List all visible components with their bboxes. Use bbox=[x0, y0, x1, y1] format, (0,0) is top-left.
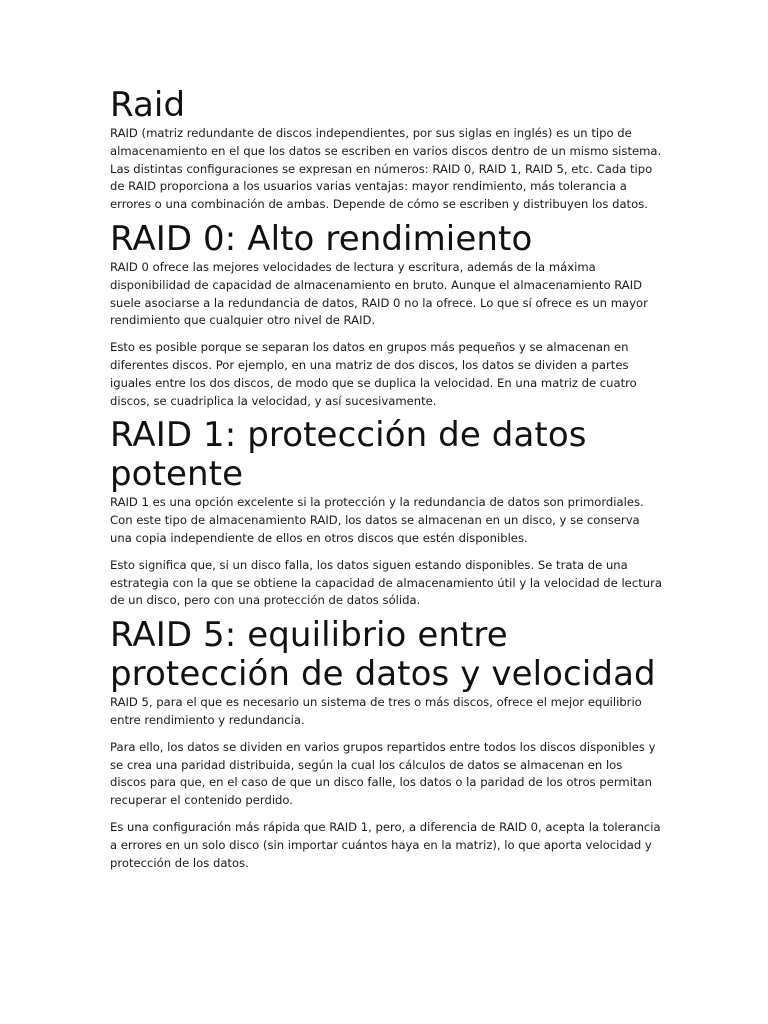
document-page bbox=[110, 86, 662, 872]
paragraph: Esto significa que, si un disco falla, los datos siguen estando disponibles. Se trata de una estrategia con la que se obtiene la capacidad de almacenamiento útil y la velocidad de lectura de un disco, pero con una protección de datos sólida. bbox=[110, 557, 662, 608]
section-heading: RAID 1: protección de datos potente bbox=[110, 415, 587, 495]
section-raid-0 bbox=[110, 220, 662, 410]
paragraph: Esto es posible porque se separan los datos en grupos más pequeños y se almacenan en diferentes discos. Por ejemplo, en una matriz de dos discos, los datos se dividen a partes iguales entre los dos discos, de modo que se duplica la velocidad. En una matriz de cuatro discos, se cuadriplica la velocidad, y así sucesivamente. bbox=[110, 340, 637, 408]
section-raid bbox=[110, 86, 662, 214]
section-raid-1 bbox=[110, 416, 662, 610]
section-heading: RAID 0: Alto rendimiento bbox=[110, 218, 533, 259]
section-heading: RAID 5: equilibrio entre protección de datos y velocidad bbox=[110, 615, 656, 695]
paragraph: Para ello, los datos se dividen en varios grupos repartidos entre todos los discos disponibles y se crea una paridad distribuida, según la cual los cálculos de datos se almacenan en los discos para que, en el caso de que un disco falle, los datos o la paridad de los otros permitan recuperar el contenido perdido. bbox=[110, 739, 656, 808]
section-raid-5 bbox=[110, 616, 662, 872]
section-heading: Raid bbox=[110, 85, 186, 125]
paragraph: RAID 5, para el que es necesario un sistema de tres o más discos, ofrece el mejor equilibrio entre rendimiento y redundancia. bbox=[110, 695, 642, 727]
paragraph: RAID 0 ofrece las mejores velocidades de lectura y escritura, además de la máxima disponibilidad de capacidad de almacenamiento en bruto. Aunque el almacenamiento RAID suele asociarse a la redundancia de datos, RAID 0 no la ofrece. Lo que sí ofrece es un mayor rendimiento que cualquier otro nivel de RAID. bbox=[110, 259, 648, 328]
paragraph: RAID (matriz redundante de discos independientes, por sus siglas en inglés) es un tipo de almacenamiento en el que los datos se escriben en varios discos dentro de un mismo sistema. Las distintas configuraciones se expresan en números: RAID 0, RAID 1, RAID 5, etc. Cada tipo de RAID proporciona a los usuarios varias ventajas: mayor rendimiento, más tolerancia a errores o una combinación de ambas. Depende de cómo se escriben y distribuyen los datos. bbox=[110, 126, 662, 212]
paragraph: Es una configuración más rápida que RAID 1, pero, a diferencia de RAID 0, acepta la tolerancia a errores en un solo disco (sin importar cuántos haya en la matriz), lo que aporta velocidad y protección de los datos. bbox=[110, 819, 661, 870]
paragraph: RAID 1 es una opción excelente si la protección y la redundancia de datos son primordiales. Con este tipo de almacenamiento RAID, los datos se almacenan en un disco, y se conserva una copia independiente de ellos en otros discos que estén disponibles. bbox=[110, 495, 644, 545]
